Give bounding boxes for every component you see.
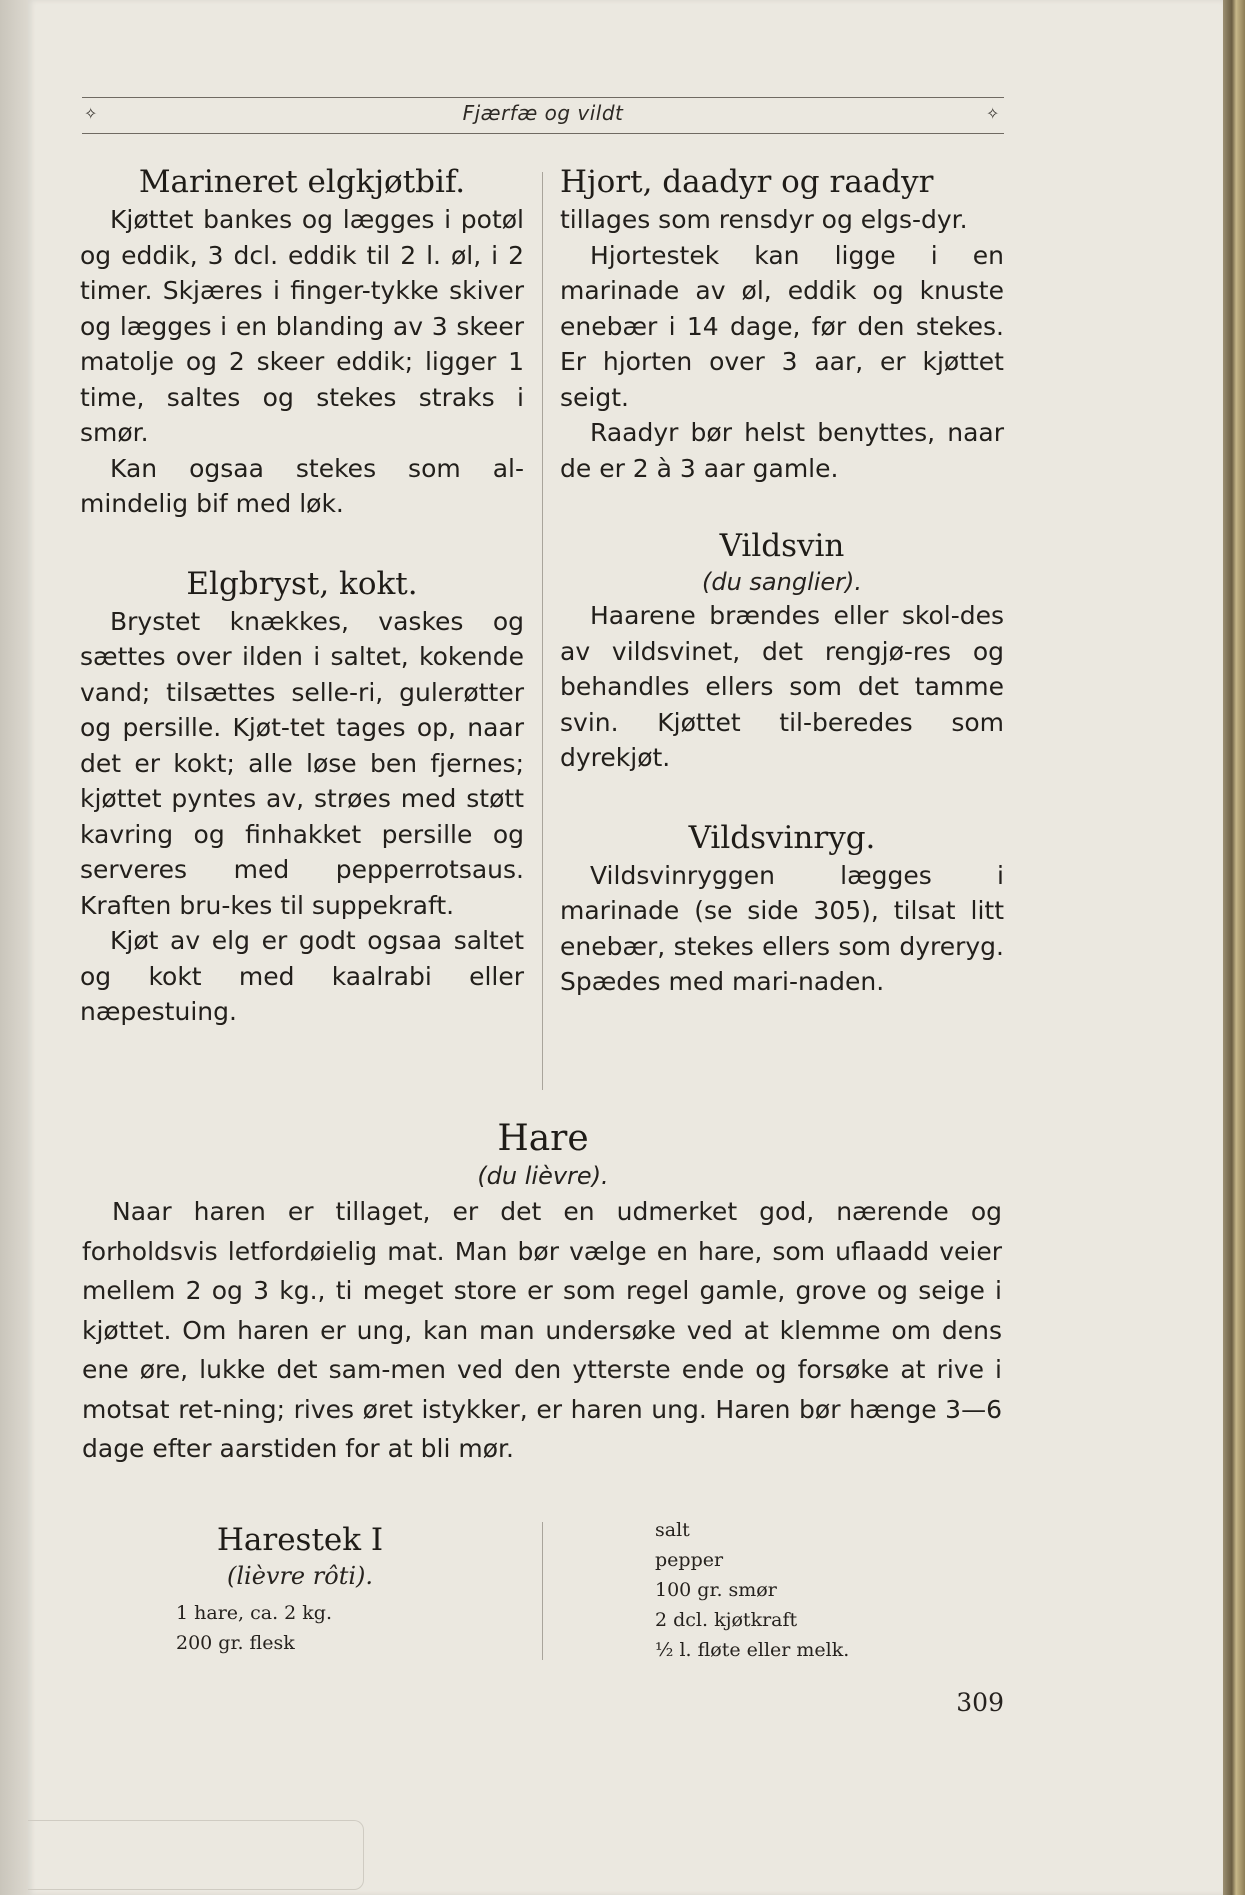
paragraph: Kjøttet bankes og lægges i potøl og eddik, 3 dcl. eddik til 2 l. øl, i 2 timer. Skjæres i finger-tykke skiver og lægges i en blanding av 3 skeer matolje og 2 skeer eddik; ligger 1 time, saltes og stekes straks i smør. [80,205,524,447]
section-heading: Elgbryst, kokt. [186,565,418,602]
ingredient: pepper [655,1549,724,1571]
page-number: 309 [956,1688,1004,1717]
ingredient: 100 gr. smør [655,1579,777,1601]
book-edge [1223,0,1245,1895]
section-heading: Harestek I [216,1522,384,1558]
header-rule-bottom [82,133,1004,134]
section-subheading: (du lièvre). [477,1162,609,1190]
section-subheading: (lièvre rôti). [226,1562,373,1590]
header-ornament-left-icon: ✧ [84,104,98,123]
paragraph: Raadyr bør helst benyttes, naar de er 2 à 3 aar gamle. [560,418,1004,483]
section-heading: Hare [497,1118,589,1159]
running-head: Fjærfæ og vildt [462,101,624,125]
paragraph: Naar haren er tillaget, er det en udmerket god, nærende og forholdsvis letfordøielig mat. Man bør vælge en hare, som uflaadd veier mellem 2 og 3 kg., ti meget store er som regel gamle, grove og seige i kjøttet. Om haren er ung, kan man undersøke ved at klemme om dens ene øre, lukke det sam-men ved den ytterste ende og forsøke at rive i motsat ret-ning; rives øret istykker, er haren ung. Haren bør hænge 3—6 dage efter aarstiden for at bli mør. [82,1197,1002,1463]
ingredient: 1 hare, ca. 2 kg. [176,1602,332,1624]
ingredient: 2 dcl. kjøtkraft [655,1609,798,1631]
header-rule-top [82,97,1004,98]
section-heading: Vildsvin [719,528,845,564]
ingredient-list-right [655,1515,985,1665]
paragraph: tillages som rensdyr og elgs-dyr. [560,205,968,234]
column-divider [542,172,543,1090]
header-ornament-right-icon: ✧ [986,104,1000,123]
harestek-block [80,1520,520,1658]
right-column [560,162,1004,1000]
paragraph: Brystet knækkes, vaskes og sættes over ilden i saltet, kokende vand; tilsættes selle-ri, gulerøtter og persille. Kjøt-tet tages op, naar det er kokt; alle løse ben fjernes; kjøttet pyntes av, strøes med støtt kavring og finhakket persille og serveres med pepperrotsaus. Kraften bru-kes til suppekraft. [80,606,524,920]
left-column [80,162,524,1030]
section-heading: Hjort, daadyr og raadyr [560,164,934,200]
section-heading: Marineret elgkjøtbif. [138,164,466,200]
paragraph: Kjøt av elg er godt ogsaa saltet og kokt med kaalrabi eller næpestuing. [80,926,524,1026]
ingredient: 200 gr. flesk [176,1632,295,1654]
page-tab-outline [28,1820,364,1890]
book-gutter [0,0,28,1895]
paragraph: Haarene brændes eller skol-des av vildsvinet, det rengjø-res og behandles ellers som det tamme svin. Kjøttet til-beredes som dyrekjøt. [560,601,1004,772]
paragraph: Hjortestek kan ligge i en marinade av øl, eddik og knuste enebær i 14 dage, før den stekes. Er hjorten over 3 aar, er kjøttet seigt. [560,240,1004,412]
ingredients-divider [542,1522,543,1660]
ingredient-list-left [80,1598,520,1658]
ingredient: ½ l. fløte eller melk. [655,1639,850,1661]
ingredient: salt [655,1519,690,1541]
paragraph: Kan ogsaa stekes som al-mindelig bif med løk. [80,453,524,518]
section-subheading: (du sanglier). [701,568,863,596]
section-heading: Vildsvinryg. [688,819,876,856]
paragraph: Vildsvinryggen lægges i marinade (se side 305), tilsat litt enebær, stekes ellers som dyreryg. Spædes med mari-naden. [560,860,1004,996]
